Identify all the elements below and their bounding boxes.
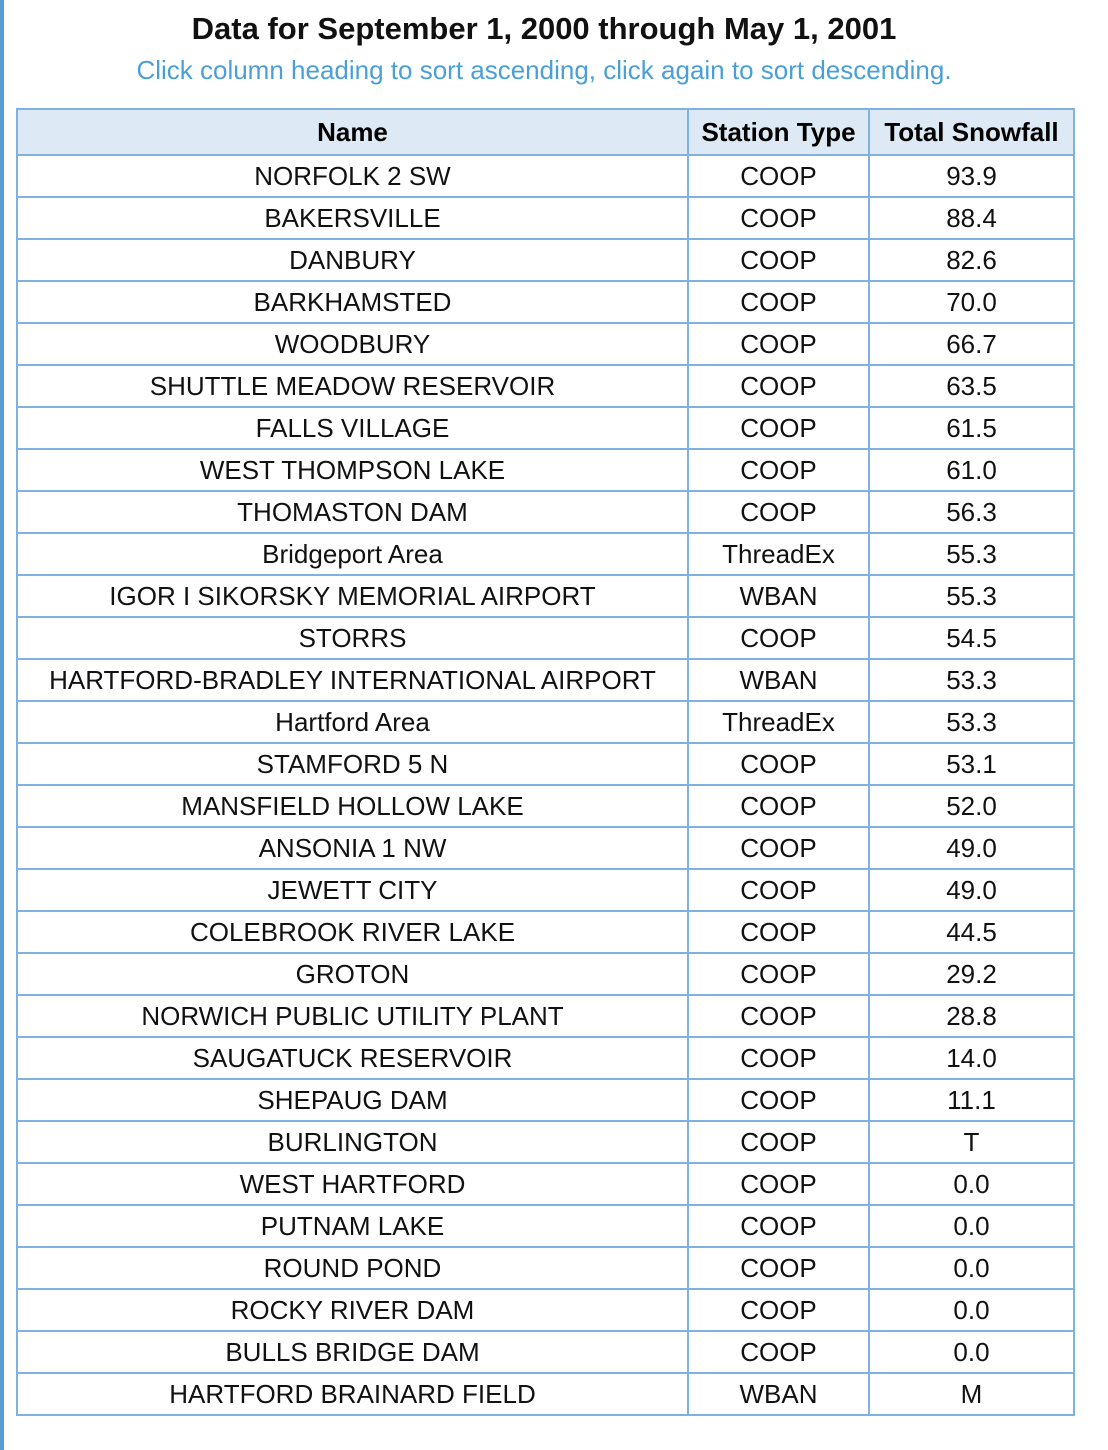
- station-type-cell: COOP: [688, 1331, 869, 1373]
- table-row: [17, 953, 1074, 995]
- total-snowfall-cell: 0.0: [869, 1289, 1074, 1331]
- station-type-cell: COOP: [688, 617, 869, 659]
- station-type-cell: COOP: [688, 365, 869, 407]
- station-type-cell: COOP: [688, 281, 869, 323]
- station-name-cell: SHEPAUG DAM: [17, 1079, 688, 1121]
- total-snowfall-cell: 55.3: [869, 575, 1074, 617]
- total-snowfall-cell: 49.0: [869, 827, 1074, 869]
- total-snowfall-cell: 0.0: [869, 1331, 1074, 1373]
- total-snowfall-cell: 55.3: [869, 533, 1074, 575]
- station-name-cell: GROTON: [17, 953, 688, 995]
- table-row: [17, 1331, 1074, 1373]
- total-snowfall-cell: 53.1: [869, 743, 1074, 785]
- station-name-cell: STAMFORD 5 N: [17, 743, 688, 785]
- station-type-cell: ThreadEx: [688, 533, 869, 575]
- station-type-cell: COOP: [688, 1289, 869, 1331]
- table-row: [17, 1163, 1074, 1205]
- station-name-cell: FALLS VILLAGE: [17, 407, 688, 449]
- table-row: [17, 1247, 1074, 1289]
- station-name-cell: NORFOLK 2 SW: [17, 155, 688, 197]
- station-name-cell: COLEBROOK RIVER LAKE: [17, 911, 688, 953]
- total-snowfall-cell: 88.4: [869, 197, 1074, 239]
- table-row: [17, 869, 1074, 911]
- station-type-cell: COOP: [688, 1205, 869, 1247]
- station-name-cell: BAKERSVILLE: [17, 197, 688, 239]
- total-snowfall-cell: 0.0: [869, 1247, 1074, 1289]
- station-name-cell: WOODBURY: [17, 323, 688, 365]
- station-name-cell: ROUND POND: [17, 1247, 688, 1289]
- station-type-cell: COOP: [688, 869, 869, 911]
- total-snowfall-cell: 93.9: [869, 155, 1074, 197]
- total-snowfall-cell: 63.5: [869, 365, 1074, 407]
- total-snowfall-cell: 29.2: [869, 953, 1074, 995]
- table-header-row: [17, 109, 1074, 155]
- table-row: [17, 239, 1074, 281]
- sort-instructions: Click column heading to sort ascending, click again to sort descending.: [136, 55, 952, 85]
- total-snowfall-cell: 66.7: [869, 323, 1074, 365]
- station-name-cell: WEST HARTFORD: [17, 1163, 688, 1205]
- station-name-cell: WEST THOMPSON LAKE: [17, 449, 688, 491]
- station-type-cell: COOP: [688, 449, 869, 491]
- station-type-cell: COOP: [688, 197, 869, 239]
- station-type-cell: COOP: [688, 1079, 869, 1121]
- column-header-station-type[interactable]: Station Type: [688, 109, 869, 155]
- station-name-cell: Hartford Area: [17, 701, 688, 743]
- station-name-cell: JEWETT CITY: [17, 869, 688, 911]
- station-type-cell: COOP: [688, 155, 869, 197]
- station-name-cell: Bridgeport Area: [17, 533, 688, 575]
- table-row: [17, 1037, 1074, 1079]
- station-type-cell: ThreadEx: [688, 701, 869, 743]
- station-name-cell: BARKHAMSTED: [17, 281, 688, 323]
- total-snowfall-cell: 61.5: [869, 407, 1074, 449]
- station-type-cell: COOP: [688, 953, 869, 995]
- snowfall-table: [16, 108, 1075, 1416]
- total-snowfall-cell: T: [869, 1121, 1074, 1163]
- station-type-cell: COOP: [688, 239, 869, 281]
- station-type-cell: COOP: [688, 407, 869, 449]
- total-snowfall-cell: 0.0: [869, 1205, 1074, 1247]
- table-row: [17, 365, 1074, 407]
- station-type-cell: COOP: [688, 1247, 869, 1289]
- column-header-total-snowfall[interactable]: Total Snowfall: [869, 109, 1074, 155]
- table-row: [17, 1121, 1074, 1163]
- station-type-cell: COOP: [688, 1121, 869, 1163]
- total-snowfall-cell: 82.6: [869, 239, 1074, 281]
- table-row: [17, 197, 1074, 239]
- total-snowfall-cell: M: [869, 1373, 1074, 1415]
- station-name-cell: SHUTTLE MEADOW RESERVOIR: [17, 365, 688, 407]
- total-snowfall-cell: 53.3: [869, 701, 1074, 743]
- station-name-cell: NORWICH PUBLIC UTILITY PLANT: [17, 995, 688, 1037]
- station-name-cell: HARTFORD BRAINARD FIELD: [17, 1373, 688, 1415]
- station-name-cell: ANSONIA 1 NW: [17, 827, 688, 869]
- station-type-cell: WBAN: [688, 659, 869, 701]
- station-type-cell: WBAN: [688, 575, 869, 617]
- total-snowfall-cell: 70.0: [869, 281, 1074, 323]
- total-snowfall-cell: 49.0: [869, 869, 1074, 911]
- table-row: [17, 281, 1074, 323]
- station-name-cell: THOMASTON DAM: [17, 491, 688, 533]
- page-title: Data for September 1, 2000 through May 1, 2001: [191, 11, 897, 46]
- table-row: [17, 617, 1074, 659]
- station-type-cell: WBAN: [688, 1373, 869, 1415]
- table-row: [17, 659, 1074, 701]
- total-snowfall-cell: 11.1: [869, 1079, 1074, 1121]
- station-type-cell: COOP: [688, 911, 869, 953]
- total-snowfall-cell: 14.0: [869, 1037, 1074, 1079]
- station-type-cell: COOP: [688, 491, 869, 533]
- station-name-cell: BULLS BRIDGE DAM: [17, 1331, 688, 1373]
- table-row: [17, 407, 1074, 449]
- table-body: [17, 155, 1074, 1415]
- station-name-cell: SAUGATUCK RESERVOIR: [17, 1037, 688, 1079]
- station-type-cell: COOP: [688, 1163, 869, 1205]
- table-row: [17, 155, 1074, 197]
- station-name-cell: HARTFORD-BRADLEY INTERNATIONAL AIRPORT: [17, 659, 688, 701]
- table-row: [17, 1373, 1074, 1415]
- station-type-cell: COOP: [688, 827, 869, 869]
- table-row: [17, 491, 1074, 533]
- column-header-name[interactable]: Name: [17, 109, 688, 155]
- table-row: [17, 449, 1074, 491]
- total-snowfall-cell: 28.8: [869, 995, 1074, 1037]
- station-name-cell: MANSFIELD HOLLOW LAKE: [17, 785, 688, 827]
- table-row: [17, 575, 1074, 617]
- total-snowfall-cell: 52.0: [869, 785, 1074, 827]
- table-row: [17, 911, 1074, 953]
- station-type-cell: COOP: [688, 1037, 869, 1079]
- station-type-cell: COOP: [688, 785, 869, 827]
- total-snowfall-cell: 61.0: [869, 449, 1074, 491]
- table-row: [17, 743, 1074, 785]
- table-row: [17, 701, 1074, 743]
- station-name-cell: IGOR I SIKORSKY MEMORIAL AIRPORT: [17, 575, 688, 617]
- table-row: [17, 1205, 1074, 1247]
- total-snowfall-cell: 44.5: [869, 911, 1074, 953]
- table-row: [17, 323, 1074, 365]
- station-name-cell: PUTNAM LAKE: [17, 1205, 688, 1247]
- station-name-cell: BURLINGTON: [17, 1121, 688, 1163]
- table-row: [17, 1079, 1074, 1121]
- table-row: [17, 785, 1074, 827]
- table-row: [17, 533, 1074, 575]
- table-row: [17, 827, 1074, 869]
- station-type-cell: COOP: [688, 743, 869, 785]
- table-row: [17, 995, 1074, 1037]
- station-type-cell: COOP: [688, 995, 869, 1037]
- total-snowfall-cell: 53.3: [869, 659, 1074, 701]
- station-name-cell: STORRS: [17, 617, 688, 659]
- total-snowfall-cell: 56.3: [869, 491, 1074, 533]
- total-snowfall-cell: 54.5: [869, 617, 1074, 659]
- station-type-cell: COOP: [688, 323, 869, 365]
- station-name-cell: DANBURY: [17, 239, 688, 281]
- table-row: [17, 1289, 1074, 1331]
- station-name-cell: ROCKY RIVER DAM: [17, 1289, 688, 1331]
- total-snowfall-cell: 0.0: [869, 1163, 1074, 1205]
- page-left-border: [0, 0, 4, 1450]
